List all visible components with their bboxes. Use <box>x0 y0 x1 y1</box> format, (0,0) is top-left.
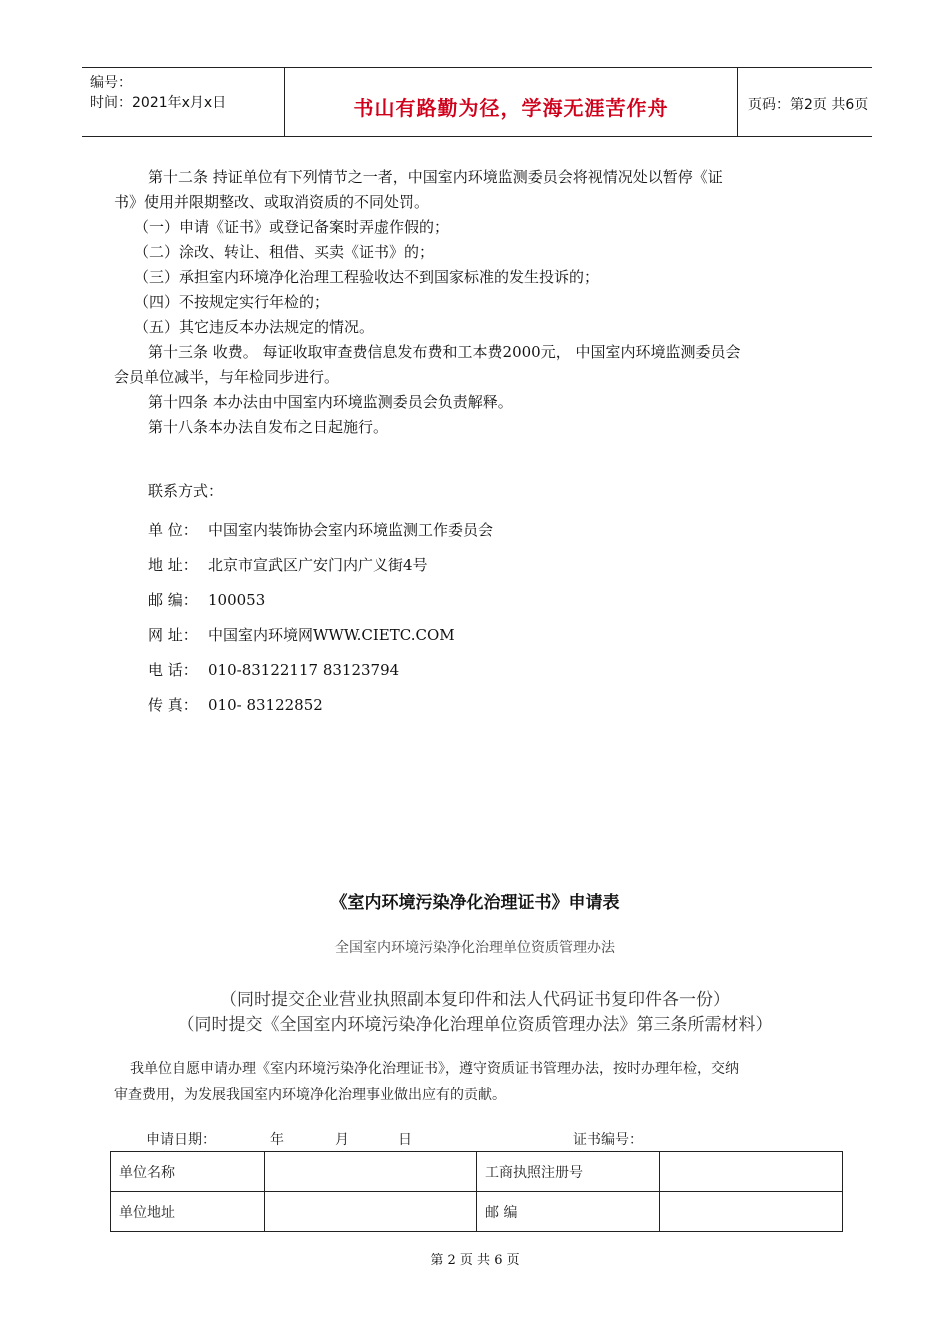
header-motto-cell <box>284 68 738 136</box>
application-title: 《室内环境污染净化治理证书》申请表 <box>330 893 620 913</box>
application-form-table <box>110 1151 843 1232</box>
page-header <box>82 67 872 137</box>
contact-value: 100053 <box>208 591 266 609</box>
date-label: 申请日期： <box>146 1132 216 1148</box>
contact-row-postcode <box>148 589 265 610</box>
contact-label: 电 话： <box>148 661 198 679</box>
doc-number-label: 编号： <box>90 75 132 91</box>
article-14: 第十四条 本办法由中国室内环境监测委员会负责解释。 <box>148 393 513 411</box>
contact-row-fax <box>148 694 323 715</box>
article-12-item2: （二）涂改、转让、租借、买卖《证书》的； <box>134 243 435 261</box>
motto-text: 书山有路勤为径，学海无涯苦作舟 <box>353 96 669 120</box>
contact-row-address <box>148 554 428 575</box>
application-subtitle: 全国室内环境污染净化治理单位资质管理办法 <box>335 940 615 956</box>
contact-row-website <box>148 624 455 645</box>
unit-address-field[interactable] <box>265 1192 477 1232</box>
article-13-line1: 第十三条 收费。 每证收取审查费信息发布费和工本费2000元， 中国室内环境监测委员会 <box>148 343 741 361</box>
contact-label: 传 真： <box>148 696 198 714</box>
unit-name-label: 单位名称 <box>111 1152 265 1192</box>
page-footer: 第 2 页 共 6 页 <box>430 1253 520 1268</box>
article-12-item3: （三）承担室内环境净化治理工程验收达不到国家标准的发生投诉的； <box>134 268 600 286</box>
postcode-label: 邮 编 <box>477 1192 660 1232</box>
contact-heading: 联系方式： <box>148 482 224 500</box>
contact-value: 中国室内环境网WWW.CIETC.COM <box>208 626 455 644</box>
unit-name-field[interactable] <box>265 1152 477 1192</box>
header-meta-cell <box>82 68 284 136</box>
article-12-item5: （五）其它违反本办法规定的情况。 <box>134 318 375 336</box>
table-row <box>111 1152 843 1192</box>
contact-value: 010-83122117 83123794 <box>208 661 400 679</box>
doc-time-label: 时间：2021年x月x日 <box>90 95 227 111</box>
contact-label: 邮 编： <box>148 591 198 609</box>
contact-label: 网 址： <box>148 626 198 644</box>
unit-address-label: 单位地址 <box>111 1192 265 1232</box>
business-license-field[interactable] <box>660 1152 843 1192</box>
article-12-item4: （四）不按规定实行年检的； <box>134 293 330 311</box>
article-12-item1: （一）申请《证书》或登记备案时弄虚作假的； <box>134 218 450 236</box>
pledge-line-1: 我单位自愿申请办理《室内环境污染净化治理证书》，遵守资质证书管理办法，按时办理年检，交纳 <box>130 1061 739 1077</box>
contact-value: 北京市宣武区广安门内广义街4号 <box>208 556 428 574</box>
contact-value: 010- 83122852 <box>208 696 323 714</box>
contact-row-unit <box>148 519 493 540</box>
article-12-line1: 第十二条 持证单位有下列情节之一者，中国室内环境监测委员会将视情况处以暂停《证 <box>148 168 723 186</box>
date-day: 日 <box>398 1132 412 1148</box>
header-page-cell <box>736 68 872 136</box>
contact-label: 地 址： <box>148 556 198 574</box>
page-number-label: 页码：第2页 共6页 <box>748 97 869 113</box>
application-note-2: （同时提交《全国室内环境污染净化治理单位资质管理办法》第三条所需材料） <box>177 1015 773 1035</box>
contact-value: 中国室内装饰协会室内环境监测工作委员会 <box>208 521 494 539</box>
article-18: 第十八条本办法自发布之日起施行。 <box>148 418 389 436</box>
contact-label: 单 位： <box>148 521 198 539</box>
contact-row-phone <box>148 659 399 680</box>
application-note-1: （同时提交企业营业执照副本复印件和法人代码证书复印件各一份） <box>220 990 730 1010</box>
date-month: 月 <box>335 1132 349 1148</box>
date-year: 年 <box>270 1132 284 1148</box>
article-12-line2: 书》使用并限期整改、或取消资质的不同处罚。 <box>114 193 430 211</box>
pledge-line-2: 审查费用，为发展我国室内环境净化治理事业做出应有的贡献。 <box>114 1087 506 1103</box>
article-13-line2: 会员单位减半，与年检同步进行。 <box>114 368 340 386</box>
cert-number-label: 证书编号： <box>573 1132 643 1148</box>
business-license-label: 工商执照注册号 <box>477 1152 660 1192</box>
postcode-field[interactable] <box>660 1192 843 1232</box>
table-row <box>111 1192 843 1232</box>
